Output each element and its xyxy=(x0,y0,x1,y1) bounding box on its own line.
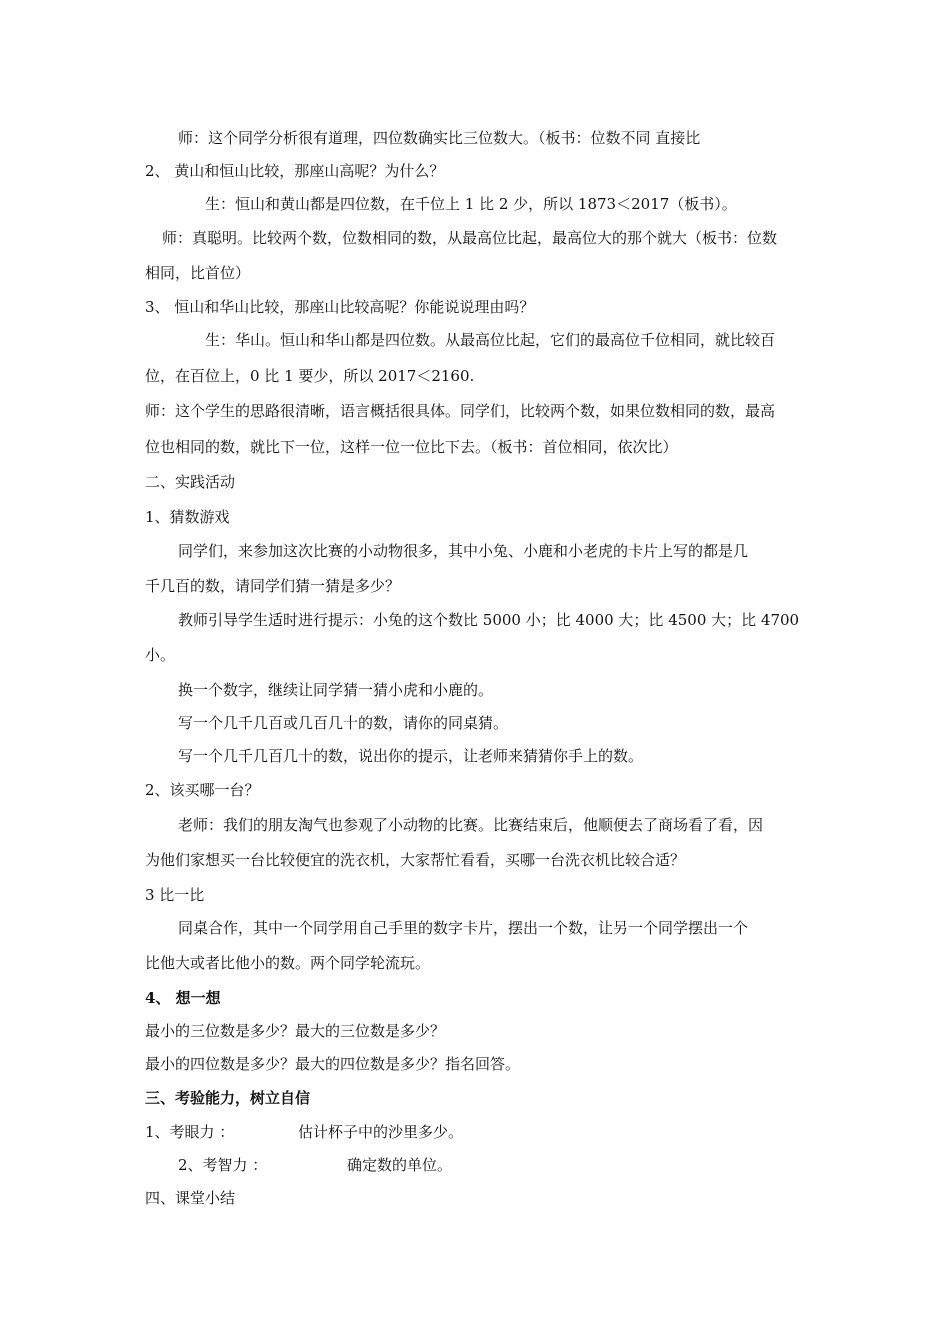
subsection-heading: 1、猜数游戏 xyxy=(145,508,230,526)
subsection-heading: 4、 想一想 xyxy=(145,989,221,1007)
question-heading: 2、 黄山和恒山比较，那座山高呢？为什么？ xyxy=(145,162,445,180)
text-line: 师：这个学生的思路很清晰，语言概括很具体。同学们，比较两个数，如果位数相同的数，最高 xyxy=(145,402,776,420)
text-line: 为他们家想买一台比较便宜的洗衣机，大家帮忙看看，买哪一台洗衣机比较合适？ xyxy=(145,851,686,869)
text-line: 位，在百位上，0 比 1 要少，所以 2017＜2160. xyxy=(145,367,475,385)
text-line: 最小的三位数是多少？最大的三位数是多少？ xyxy=(145,1022,446,1040)
section-heading: 三、考验能力，树立自信 xyxy=(145,1089,311,1107)
text-line: 教师引导学生适时进行提示：小兔的这个数比 5000 小；比 4000 大；比 4500 大；比 4700 xyxy=(178,611,800,629)
text-line: 写一个几千几百或几百几十的数，请你的同桌猜。 xyxy=(178,714,509,732)
text-line: 比他大或者比他小的数。两个同学轮流玩。 xyxy=(145,954,431,972)
text-line: 师：这个同学分析很有道理，四位数确实比三位数大。（板书：位数不同 直接比 xyxy=(178,129,701,147)
item-label: 1、考眼力 ： xyxy=(145,1123,235,1141)
text-line: 千几百的数，请同学们猜一猜是多少？ xyxy=(145,577,401,595)
text-line: 位也相同的数，就比下一位，这样一位一位比下去。（板书：首位相同，依次比） xyxy=(145,438,678,456)
section-heading: 二、实践活动 xyxy=(145,473,236,491)
text-line: 生：华山。恒山和华山都是四位数。从最高位比起，它们的最高位千位相同，就比较百 xyxy=(205,331,776,349)
text-line: 最小的四位数是多少？最大的四位数是多少？指名回答。 xyxy=(145,1055,521,1073)
item-text: 估计杯子中的沙里多少。 xyxy=(298,1123,464,1141)
question-heading: 3、 恒山和华山比较，那座山比较高呢？你能说说理由吗？ xyxy=(145,298,535,316)
text-line: 写一个几千几百几十的数，说出你的提示，让老师来猜猜你手上的数。 xyxy=(178,747,644,765)
text-line: 相同，比首位） xyxy=(145,264,251,282)
subsection-heading: 3 比一比 xyxy=(145,886,205,904)
text-line: 换一个数字，继续让同学猜一猜小虎和小鹿的。 xyxy=(178,681,494,699)
item-label: 2、考智力 ： xyxy=(178,1156,268,1174)
section-heading: 四、课堂小结 xyxy=(145,1189,236,1207)
item-text: 确定数的单位。 xyxy=(347,1156,453,1174)
text-line: 老师：我们的朋友淘气也参观了小动物的比赛。比赛结束后，他顺便去了商场看了看，因 xyxy=(178,816,764,834)
text-line: 同桌合作，其中一个同学用自己手里的数字卡片，摆出一个数，让另一个同学摆出一个 xyxy=(178,919,749,937)
text-line: 师：真聪明。比较两个数，位数相同的数，从最高位比起，最高位大的那个就大（板书：位数 xyxy=(162,229,778,247)
text-line: 生：恒山和黄山都是四位数，在千位上 1 比 2 少，所以 1873＜2017（板书）。 xyxy=(205,195,737,213)
subsection-heading: 2、该买哪一台？ xyxy=(145,781,260,799)
text-line: 同学们，来参加这次比赛的小动物很多，其中小兔、小鹿和小老虎的卡片上写的都是几 xyxy=(178,542,749,560)
text-line: 小。 xyxy=(145,646,176,664)
